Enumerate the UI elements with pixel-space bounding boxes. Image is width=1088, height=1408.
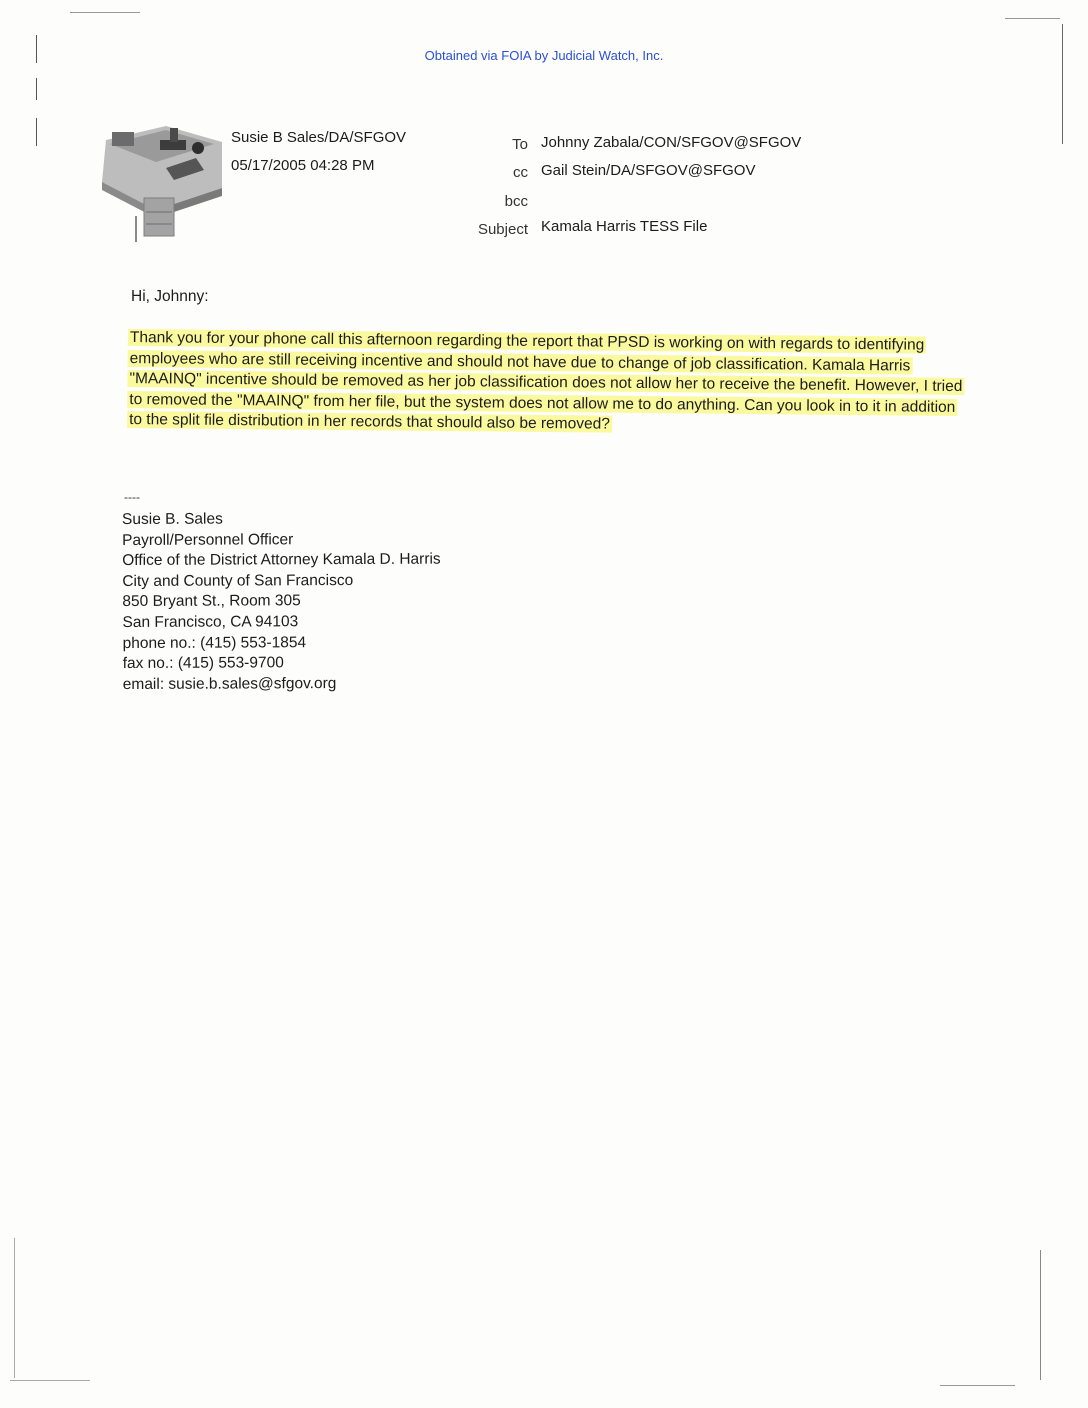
cc-recipient: Gail Stein/DA/SFGOV@SFGOV [541,162,756,179]
signature-line: 850 Bryant St., Room 305 [122,592,301,611]
scan-edge-mark [1005,18,1060,19]
sent-date: 05/17/2005 04:28 PM [231,157,375,174]
scan-edge-mark [36,118,37,146]
signature-separator: ---- [124,490,140,504]
to-label: To [512,136,528,153]
signature-line: Payroll/Personnel Officer [122,530,294,549]
bcc-label: bcc [504,193,528,210]
signature-line: City and County of San Francisco [122,571,354,590]
signature-line: Office of the District Attorney Kamala D. Harris [122,550,441,570]
scan-edge-mark [10,1380,90,1381]
subject-text: Kamala Harris TESS File [541,218,708,235]
signature-line: phone no.: (415) 553-1854 [122,633,307,652]
scan-edge-mark [940,1385,1015,1386]
to-recipient: Johnny Zabala/CON/SFGOV@SFGOV [541,134,802,151]
signature-line: Susie B. Sales [122,510,223,528]
sender-name: Susie B Sales/DA/SFGOV [231,129,407,146]
scan-edge-mark [70,12,140,13]
signature-block [122,509,441,696]
scan-edge-mark [36,78,37,100]
scan-edge-mark [1040,1250,1041,1380]
subject-label: Subject [477,221,528,238]
cc-label: cc [513,164,528,181]
foia-watermark: Obtained via FOIA by Judicial Watch, Inc. [424,48,664,63]
office-desk-photo-icon [96,118,222,244]
scan-edge-mark [1062,24,1063,144]
signature-line: email: susie.b.sales@sfgov.org [122,674,337,693]
signature-line: San Francisco, CA 94103 [122,613,299,631]
message-body [127,328,968,439]
scan-edge-mark [14,1238,15,1378]
signature-line: fax no.: (415) 553-9700 [122,654,284,673]
message-body-text: Thank you for your phone call this afternoon regarding the report that PPSD is working on with regards to identifying employees who are still receiving incentive and should not have due to change of job classification. Kamala Harris "MAAINQ" incentive should be removed as her job classification does not allow her to receive the benefit. However, I tried to removed the "MAAINQ" from her file, but the system does not allow me to do anything. Can you look in to it in addition to the split file distribution in her records that should also be removed? [129,329,963,433]
greeting: Hi, Johnny: [131,288,209,305]
